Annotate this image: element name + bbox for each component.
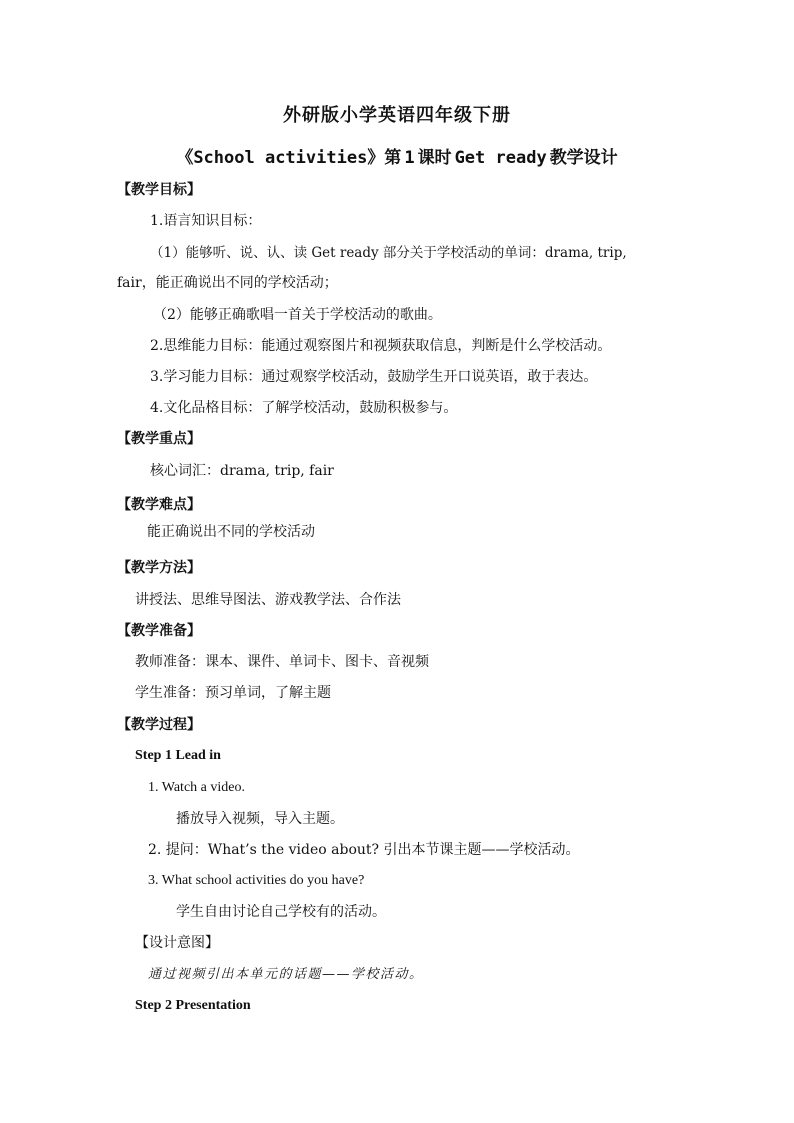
objective-item-1: 1.语言知识目标：	[150, 213, 262, 229]
step1-item-3-desc: 学生自由讨论自己学校有的活动。	[176, 904, 386, 920]
objectives-heading: 【教学目标】	[117, 182, 201, 198]
objective-item-1a-cont: fair，能正确说出不同的学校活动；	[117, 275, 338, 291]
subtitle-lesson-number: 1	[404, 148, 415, 168]
subtitle-unit-name: School activities	[193, 148, 368, 168]
document-title: 外研版小学英语四年级下册	[283, 105, 511, 126]
preparation-teacher: 教师准备：课本、课件、单词卡、图卡、音视频	[135, 654, 429, 670]
preparation-student: 学生准备：预习单词，了解主题	[135, 685, 331, 701]
step1-item-1: 1. Watch a video.	[148, 780, 245, 795]
step2-heading: Step 2 Presentation	[135, 998, 251, 1013]
key-points-heading: 【教学重点】	[117, 431, 201, 447]
methods-heading: 【教学方法】	[117, 560, 201, 576]
methods-text: 讲授法、思维导图法、游戏教学法、合作法	[135, 592, 401, 608]
design-intent-text: 通过视频引出本单元的话题——学校活动。	[148, 967, 424, 982]
subtitle-bracket-open: 《	[176, 148, 194, 168]
difficulties-heading: 【教学难点】	[117, 497, 201, 513]
step1-item-2: 2. 提问：What’s the video about? 引出本节课主题——学校活动。	[148, 842, 580, 858]
document-subtitle	[0, 148, 794, 168]
preparation-heading: 【教学准备】	[117, 623, 201, 639]
subtitle-section-name: Get ready	[454, 148, 547, 168]
objective-item-1a: （1）能够听、说、认、读 Get ready 部分关于学校活动的单词：drama, trip,	[150, 245, 627, 261]
subtitle-bracket-close: 》第	[367, 148, 402, 168]
process-heading: 【教学过程】	[117, 717, 201, 733]
step1-heading: Step 1 Lead in	[135, 748, 221, 763]
step1-item-1-desc: 播放导入视频，导入主题。	[176, 811, 344, 827]
subtitle-design-word: 教学设计	[549, 148, 618, 168]
difficulties-text: 能正确说出不同的学校活动	[147, 524, 315, 540]
step1-item-3: 3. What school activities do you have?	[148, 873, 365, 888]
key-points-text: 核心词汇：drama, trip, fair	[150, 463, 334, 479]
subtitle-lesson-word: 课时	[417, 148, 452, 168]
design-intent-heading: 【设计意图】	[135, 935, 219, 951]
objective-item-1b: （2）能够正确歌唱一首关于学校活动的歌曲。	[153, 307, 442, 323]
objective-item-3: 3.学习能力目标：通过观察学校活动，鼓励学生开口说英语，敢于表达。	[150, 369, 598, 385]
objective-item-2: 2.思维能力目标：能通过观察图片和视频获取信息，判断是什么学校活动。	[150, 338, 612, 354]
objective-item-4: 4.文化品格目标：了解学校活动，鼓励积极参与。	[150, 400, 458, 416]
